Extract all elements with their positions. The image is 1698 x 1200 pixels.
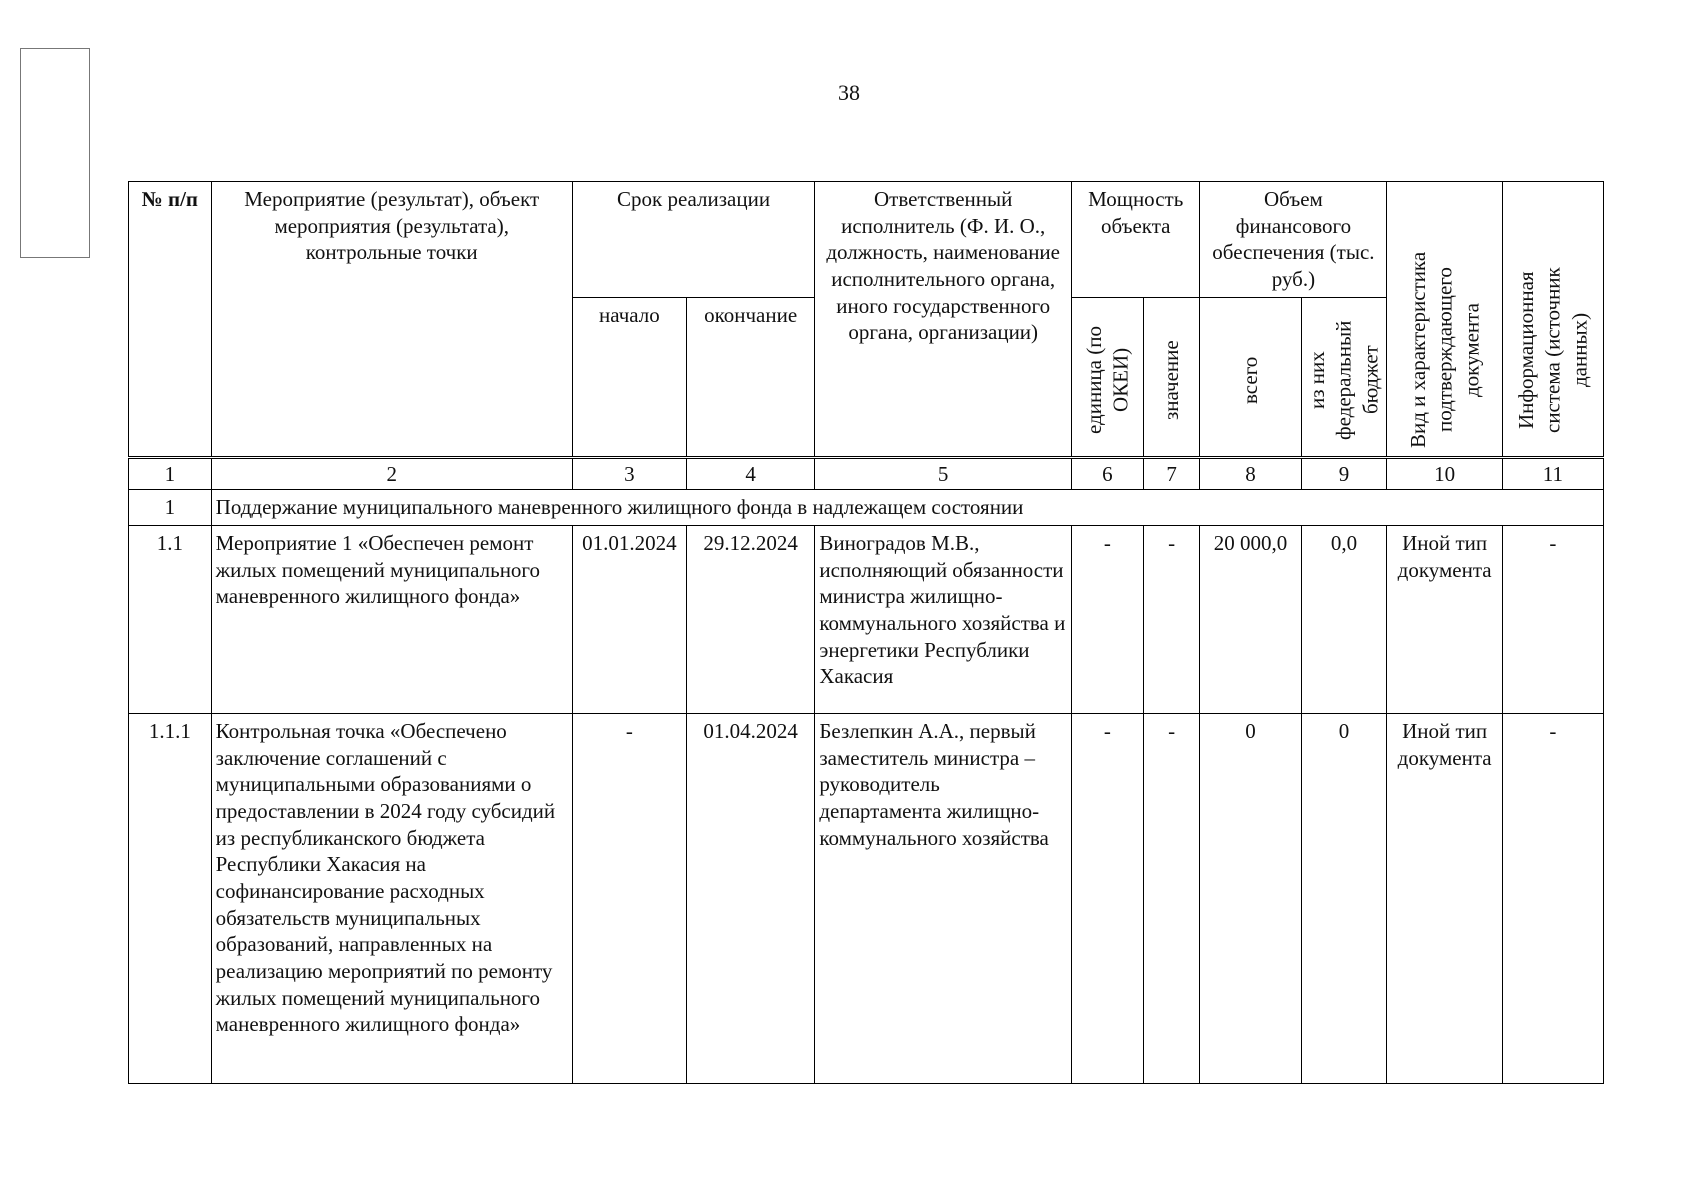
row-unit: - [1072, 713, 1144, 1083]
section-number: 1 [129, 490, 212, 526]
row-num: 1.1.1 [129, 713, 212, 1083]
row-executor: Безлепкин А.А., первый заместитель министра – руководитель департамента жилищно-коммунального хозяйства [815, 713, 1072, 1083]
header-finance-total-text: всего [1238, 355, 1263, 404]
section-title: Поддержание муниципального маневренного жилищного фонда в надлежащем состоянии [211, 490, 1603, 526]
row-num: 1.1 [129, 525, 212, 713]
header-term-end: окончание [686, 297, 814, 457]
header-num: № п/п [129, 182, 212, 458]
row-value: - [1143, 713, 1200, 1083]
row-info-system: - [1502, 713, 1603, 1083]
header-finance-federal [1301, 297, 1387, 457]
column-number: 11 [1502, 457, 1603, 490]
header-term: Срок реализации [572, 182, 815, 298]
header-measure: Мероприятие (результат), объект мероприятия (результата), контрольные точки [211, 182, 572, 458]
header-finance-total [1200, 297, 1301, 457]
row-total: 20 000,0 [1200, 525, 1301, 713]
row-unit: - [1072, 525, 1144, 713]
row-total: 0 [1200, 713, 1301, 1083]
column-number: 8 [1200, 457, 1301, 490]
row-info-system: - [1502, 525, 1603, 713]
column-number: 2 [211, 457, 572, 490]
header-executor: Ответственный исполнитель (Ф. И. О., должность, наименование исполнительного органа, иного государственного органа, организации) [815, 182, 1072, 458]
column-number: 6 [1072, 457, 1144, 490]
page-number: 38 [838, 80, 860, 105]
header-info-system-text: Информационная система (источник данных) [1513, 266, 1592, 433]
header-capacity-unit-text: единица (по ОКЕИ) [1081, 325, 1133, 434]
header-finance: Объем финансового обеспечения (тыс. руб.) [1200, 182, 1387, 298]
header-capacity: Мощность объекта [1072, 182, 1200, 298]
row-document-type: Иной тип документа [1387, 525, 1502, 713]
row-executor: Виноградов М.В., исполняющий обязанности министра жилищно-коммунального хозяйства и энергетики Республики Хакасия [815, 525, 1072, 713]
column-number: 9 [1301, 457, 1387, 490]
row-value: - [1143, 525, 1200, 713]
header-capacity-value-text: значение [1159, 339, 1184, 420]
row-measure: Контрольная точка «Обеспечено заключение соглашений с муниципальными образованиями о предоставлении в 2024 году субсидий из республиканского бюджета Республики Хакасия на софинансирование расходных обязательств муниципальных образований, направленных на реализацию мероприятий по ремонту жилых помещений муниципального маневренного жилищного фонда» [211, 713, 572, 1083]
header-info-system [1502, 182, 1603, 458]
row-document-type: Иной тип документа [1387, 713, 1502, 1083]
measures-table [128, 181, 1604, 1084]
row-start-date: 01.01.2024 [572, 525, 686, 713]
row-end-date: 29.12.2024 [686, 525, 814, 713]
column-number: 4 [686, 457, 814, 490]
column-number: 3 [572, 457, 686, 490]
column-number: 5 [815, 457, 1072, 490]
column-number: 7 [1143, 457, 1200, 490]
header-term-start: начало [572, 297, 686, 457]
row-federal: 0,0 [1301, 525, 1387, 713]
column-number-row [129, 457, 1604, 490]
column-number: 1 [129, 457, 212, 490]
header-row-1 [129, 182, 1604, 298]
header-document-text: Вид и характеристика подтверждающего документа [1405, 251, 1483, 448]
row-measure: Мероприятие 1 «Обеспечен ремонт жилых помещений муниципального маневренного жилищного фонда» [211, 525, 572, 713]
header-finance-federal-text: из них федеральный бюджет [1305, 319, 1383, 440]
header-document [1387, 182, 1502, 458]
row-start-date: - [572, 713, 686, 1083]
column-number: 10 [1387, 457, 1502, 490]
section-row [129, 490, 1604, 526]
table-row [129, 713, 1604, 1083]
row-federal: 0 [1301, 713, 1387, 1083]
header-capacity-unit [1072, 297, 1144, 457]
table-row [129, 525, 1604, 713]
row-end-date: 01.04.2024 [686, 713, 814, 1083]
header-capacity-value [1143, 297, 1200, 457]
